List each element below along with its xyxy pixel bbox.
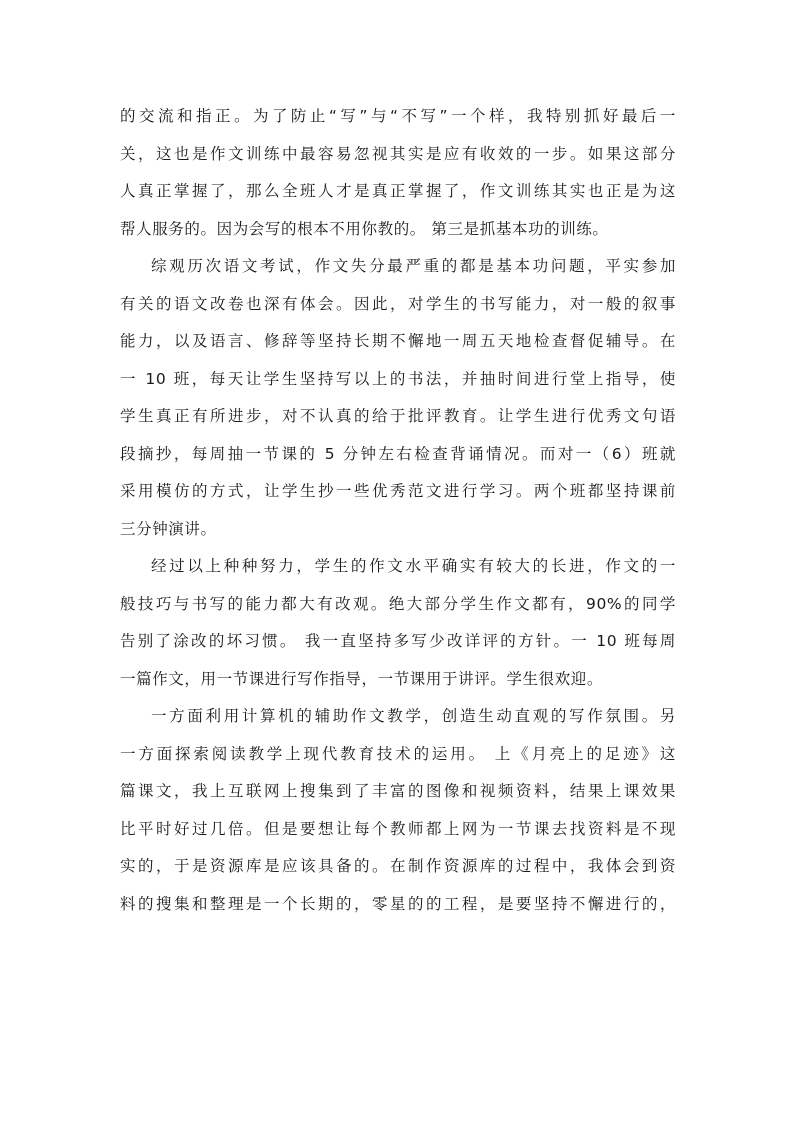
text-line: 三分钟演讲。 — [120, 519, 217, 538]
text-line: 篇课文，我上互联网上搜集到了丰富的图像和视频资料，结果上课效果 — [120, 782, 676, 800]
text-line: 告别了涂改的坏习惯。 我一直坚持多写少改详评的方针。一 10 班每周 — [120, 632, 676, 650]
text-line: 有关的语文改卷也深有体会。因此，对学生的书写能力，对一般的叙事 — [120, 294, 676, 313]
text-line: 比平时好过几倍。但是要想让每个教师都上网为一节课去找资料是不现 — [120, 819, 676, 838]
text-line: 帮人服务的。因为会写的根本不用你教的。 第三是抓基本功的训练。 — [120, 219, 609, 238]
text-line: 一方面探索阅读教学上现代教育技术的运用。 上《月亮上的足迹》这 — [120, 744, 676, 763]
text-line: 能力，以及语言、修辞等坚持长期不懈地一周五天地检查督促辅导。在 — [120, 332, 676, 350]
text-line: 学生真正有所进步，对不认真的给于批评教育。让学生进行优秀文句语 — [120, 407, 676, 425]
paragraph-first-line: 综观历次语文考试，作文失分最严重的都是基本功问题，平实参加 — [151, 257, 676, 275]
text-line: 采用模仿的方式，让学生抄一些优秀范文进行学习。两个班都坚持课前 — [120, 482, 676, 500]
text-line: 一篇作文，用一节课进行写作指导，一节课用于讲评。学生很欢迎。 — [120, 669, 604, 688]
paragraph-first-line: 一方面利用计算机的辅助作文教学，创造生动直观的写作氛围。另 — [151, 707, 676, 725]
text-line: 实的，于是资源库是应该具备的。在制作资源库的过程中，我体会到资 — [120, 857, 676, 875]
text-line: 料的搜集和整理是一个长期的，零星的的工程，是要坚持不懈进行的， — [120, 894, 676, 913]
text-line: 段摘抄，每周抽一节课的 5 分钟左右检查背诵情况。而对一（6）班就 — [120, 444, 676, 463]
text-line: 般技巧与书写的能力都大有改观。绝大部分学生作文都有，90%的同学 — [120, 594, 676, 613]
text-line: 一 10 班，每天让学生坚持写以上的书法，并抽时间进行堂上指导，使 — [120, 369, 676, 388]
text-line: 的交流和指正。为了防止“写”与“不写”一个样，我特别抓好最后一 — [120, 107, 676, 125]
paragraph-first-line: 经过以上种种努力，学生的作文水平确实有较大的长进，作文的一 — [151, 557, 676, 575]
text-line: 人真正掌握了，那么全班人才是真正掌握了，作文训练其实也正是为这 — [120, 182, 676, 200]
document-body — [120, 98, 676, 923]
text-line: 关，这也是作文训练中最容易忽视其实是应有收效的一步。如果这部分 — [120, 144, 676, 163]
